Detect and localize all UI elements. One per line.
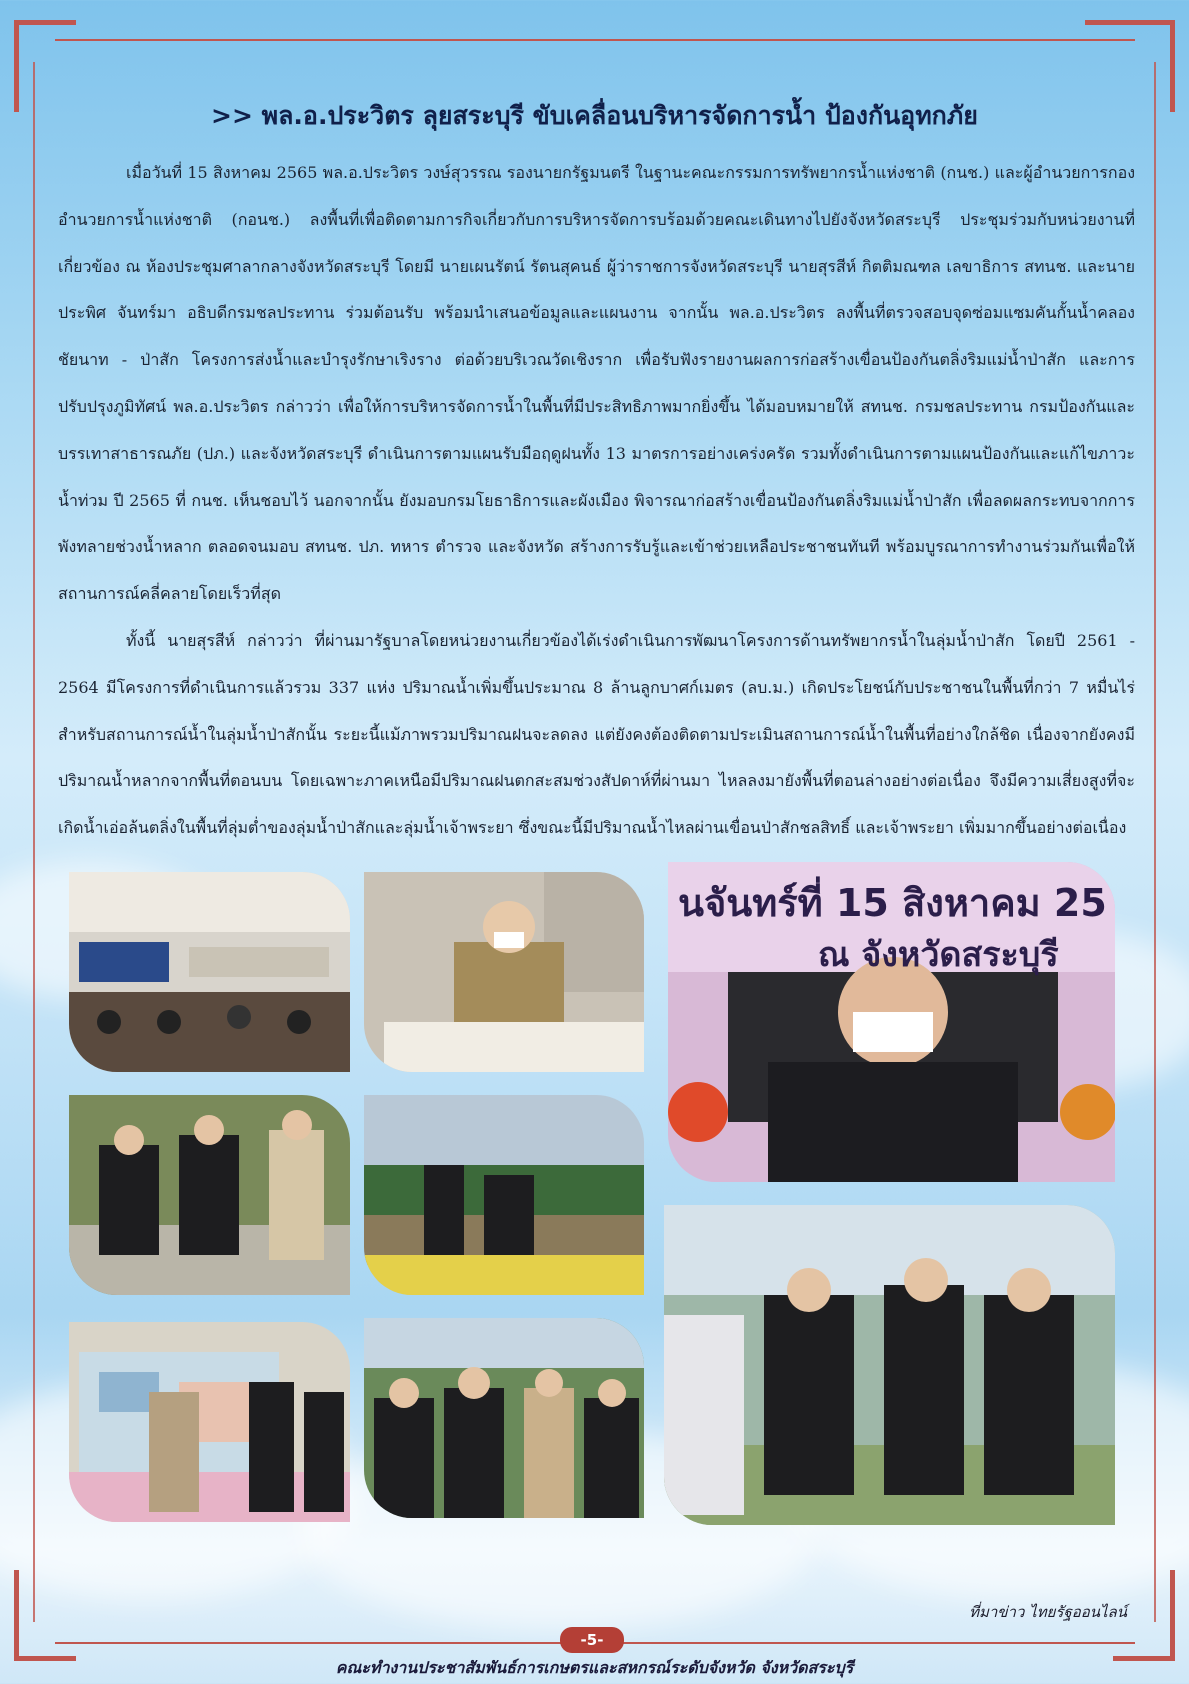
- article-paragraph: เมื่อวันที่ 15 สิงหาคม 2565 พล.อ.ประวิตร วงษ์สุวรรณ รองนายกรัฐมนตรี ในฐานะคณะกรรมการทรัพยากรน้ำแห่งชาติ (กนช.) และผู้อำนวยการกองอำนวยการน้ำแห่งชาติ (กอนช.) ลงพื้นที่เพื่อติดตามการกิจเกี่ยวกับการบริหารจัดการบร้อมด้วยคณะเดินทางไปยังจังหวัดสระบุรี ประชุมร่วมกับหน่วยงานที่เกี่ยวข้อง ณ ห้องประชุมศาลากลางจังหวัดสระบุรี โดยมี นายเผนรัตน์ รัตนสุคนธ์ ผู้ว่าราชการจังหวัดสระบุรี นายสุรสีห์ กิตติมณฑล เลขาธิการ สทนช. และนายประพิศ จันทร์มา อธิบดีกรมชลประทาน ร่วมต้อนรับ พร้อมนำเสนอข้อมูลและแผนงาน จากนั้น พล.อ.ประวิตร ลงพื้นที่ตรวจสอบจุดซ่อมแซมคันกั้นน้ำคลองชัยนาท - ป่าสัก โครงการส่งน้ำและบำรุงรักษาเริงราง ต่อด้วยบริเวณวัดเชิงราก เพื่อรับฟังรายงานผลการก่อสร้างเขื่อนป้องกันตลิ่งริมแม่น้ำป่าสัก และการปรับปรุงภูมิทัศน์ พล.อ.ประวิตร กล่าวว่า เพื่อให้การบริหารจัดการน้ำในพื้นที่มีประสิทธิภาพมากยิ่งขึ้น ได้มอบหมายให้ สทนช. กรมชลประทาน กรมป้องกันและบรรเทาสาธารณภัย (ปภ.) และจังหวัดสระบุรี ดำเนินการตามแผนรับมือฤดูฝนทั้ง 13 มาตรการอย่างเคร่งครัด รวมทั้งดำเนินการตามแผนป้องกันและแก้ไขภาวะน้ำท่วม ปี 2565 ที่ กนช. เห็นชอบไว้ นอกจากนั้น ยังมอบกรมโยธาธิการและผังเมือง พิจารณาก่อสร้างเขื่อนป้องกันตลิ่งริมแม่น้ำป่าสัก เพื่อลดผลกระทบจากการพังทลายช่วงน้ำหลาก ตลอดจนมอบ สทนช. ปภ. ทหาร ตำรวจ และจังหวัด สร้างการรับรู้และเข้าช่วยเหลือประชาชนทันที พร้อมบูรณาการทำงานร่วมกันเพื่อให้สถานการณ์คลี่คลายโดยเร็วที่สุด: [58, 163, 1136, 604]
- photo-map-board: [69, 1322, 350, 1522]
- article-paragraph: ทั้งนี้ นายสุรสีห์ กล่าวว่า ที่ผ่านมารัฐบาลโดยหน่วยงานเกี่ยวข้องได้เร่งดำเนินการพัฒนาโครงการด้านทรัพยากรน้ำในลุ่มน้ำป่าสัก โดยปี 2561 - 2564 มีโครงการที่ดำเนินการแล้วรวม 337 แห่ง ปริมาณน้ำเพิ่มขึ้นประมาณ 8 ล้านลูกบาศก์เมตร (ลบ.ม.) เกิดประโยชน์กับประชาชนในพื้นที่กว่า 7 หมื่นไร่ สำหรับสถานการณ์น้ำในลุ่มน้ำป่าสักนั้น ระยะนี้แม้ภาพรวมปริมาณฝนจะลดลง แต่ยังคงต้องติดตามประเมินสถานการณ์น้ำในพื้นที่อย่างใกล้ชิด เนื่องจากยังคงมีปริมาณน้ำหลากจากพื้นที่ตอนบน โดยเฉพาะภาคเหนือมีปริมาณฝนตกสะสมช่วงสัปดาห์ที่ผ่านมา ไหลลงมายังพื้นที่ตอนล่างอย่างต่อเนื่อง จึงมีความเสี่ยงสูงที่จะเกิดน้ำเอ่อล้นตลิ่งในพื้นที่ลุ่มต่ำของลุ่มน้ำป่าสักและลุ่มน้ำเจ้าพระยา ซึ่งขณะนี้มีปริมาณน้ำไหลผ่านเขื่อนป่าสักชลสิทธิ์ และเจ้าพระยา เพิ่มมากขึ้นอย่างต่อเนื่อง: [58, 630, 1135, 838]
- photo-prawit-press: [668, 862, 1115, 1182]
- photo-banner-line2: ณ จังหวัดสระบุรี: [818, 935, 1059, 975]
- frame-corner-top-right: [1085, 20, 1175, 25]
- photo-banner-line1: นจันทร์ที่ 15 สิงหาคม 25: [678, 881, 1107, 925]
- page-number-badge: -5-: [560, 1627, 624, 1653]
- news-source: ที่มาข่าว ไทยรัฐออนไลน์: [969, 1603, 1127, 1621]
- frame-right-line: [1154, 62, 1156, 1622]
- frame-top-line: [55, 39, 1135, 41]
- photo-site-visit-group: [69, 1095, 350, 1295]
- frame-corner-bottom-left: [14, 1570, 19, 1660]
- photo-governor-speaking: [364, 872, 644, 1072]
- footer-credit: คณะทำงานประชาสัมพันธ์การเกษตรและสหกรณ์ระดับจังหวัด จังหวัดสระบุรี: [335, 1658, 854, 1677]
- page-title: >> พล.อ.ประวิตร ลุยสระบุรี ขับเคลื่อนบริหารจัดการน้ำ ป้องกันอุทกภัย: [211, 101, 978, 130]
- frame-left-line: [33, 62, 35, 1622]
- frame-corner-top-left: [14, 20, 76, 25]
- article-body: [58, 150, 1135, 852]
- photo-map-briefing-right: [664, 1205, 1115, 1525]
- frame-corner-bottom-right: [1170, 1570, 1175, 1660]
- photo-riverbank-inspection: [364, 1095, 644, 1295]
- photo-outdoor-briefing: [364, 1318, 644, 1518]
- photo-meeting-room: [69, 872, 350, 1072]
